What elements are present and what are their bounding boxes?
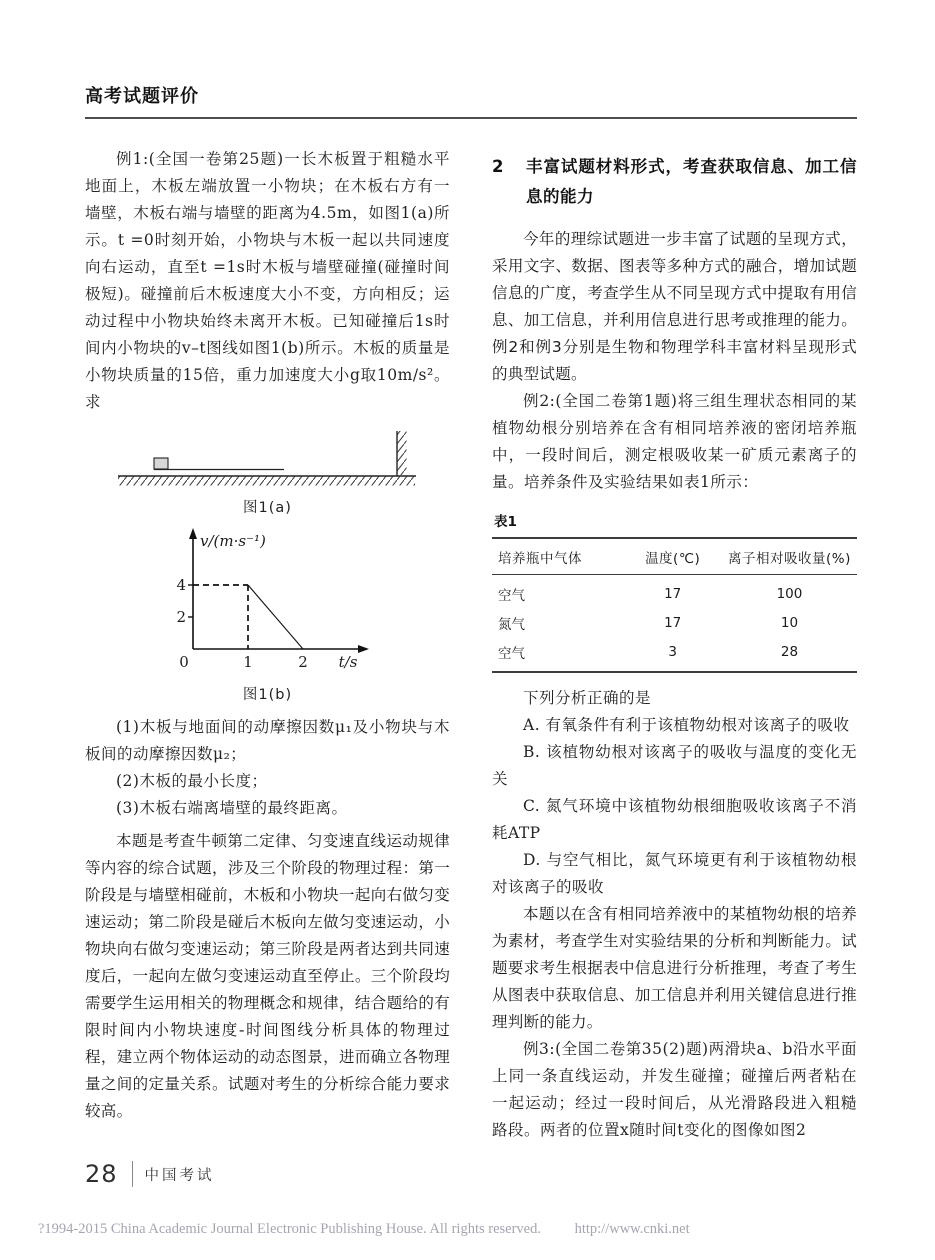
cell-absorption: 28 — [780, 644, 799, 660]
cell-temperature: 17 — [664, 586, 682, 602]
y-tick-label-4: 4 — [175, 576, 186, 594]
page-header-title: 高考试题评价 — [85, 86, 199, 107]
x-tick-label-0: 0 — [178, 653, 189, 671]
cell-gas: 空气 — [498, 646, 525, 662]
wall-hatching — [398, 431, 407, 475]
journal-name: 中国考试 — [144, 1167, 215, 1184]
figure-1a-caption: 图1(a) — [243, 500, 292, 516]
right-column — [492, 146, 857, 1144]
option-b: B. 该植物幼根对该离子的吸收与温度的变化无关 — [492, 743, 857, 788]
x-tick-label-1: 1 — [242, 653, 253, 671]
table-1 — [492, 510, 857, 673]
table-header-row — [492, 538, 857, 575]
example2-commentary: 本题以在含有相同培养液中的某植物幼根的培养为素材，考查学生对实验结果的分析和判断能力。试题要求考生根据表中信息进行分析推理，考查了考生从图表中获取信息、加工信息并利用关键信息进行推理判断的能力。 — [492, 905, 857, 1031]
example1-commentary: 本题是考查牛顿第二定律、匀变速直线运动规律等内容的综合试题，涉及三个阶段的物理过程：第一阶段是与墙壁相碰前，木板和小物块一起向右做匀变速运动；第二阶段是碰后木板向左做匀变速运动，小物块向右做匀变速运动；第三阶段是两者达到共同速度后，一起向左做匀变速运动直至停止。三个阶段均需要学生运用相关的物理概念和规律，结合题给的有限时间内小物块速度-时间图线分析具体的物理过程，建立两个物体运动的动态图景，进而确立各物理量之间的定量关系。试题对考生的分析综合能力要求较高。 — [85, 832, 450, 1120]
col-header-absorption: 离子相对吸收量(%) — [722, 538, 857, 575]
footer-divider — [132, 1161, 133, 1187]
v-t-data-line — [248, 585, 303, 649]
cell-gas: 空气 — [498, 588, 525, 604]
experiment-results-table — [492, 537, 857, 673]
cell-temperature: 3 — [668, 644, 677, 660]
left-column — [85, 146, 450, 1125]
y-axis-arrow — [189, 528, 197, 539]
figure-1b — [85, 523, 450, 704]
question-stem: 下列分析正确的是 — [523, 689, 652, 707]
x-axis-arrow — [358, 645, 369, 653]
cell-absorption: 100 — [776, 586, 803, 602]
table-row — [492, 638, 857, 673]
table-1-title: 表1 — [494, 514, 517, 530]
question-1: (1)木板与地面间的动摩擦因数μ₁及小物块与木板间的动摩擦因数μ₂； — [85, 718, 450, 763]
page-number: 28 — [85, 1160, 118, 1188]
copyright-url: http://www.cnki.net — [574, 1221, 690, 1237]
copyright-line — [38, 1221, 918, 1238]
example1-paragraph: 例1:(全国一卷第25题)一长木板置于粗糙水平地面上，木板左端放置一小物块；在木板右方有一墙壁，木板右端与墙壁的距离为4.5m，如图1(a)所示。t =0时刻开始，小物块与木板一起以共同速度向右运动，直至t =1s时木板与墙壁碰撞(碰撞时间极短)。碰撞前后木板速度大小不变，方向相反；运动过程中小物块始终未离开木板。已知碰撞后1s时间内小物块的v–t图线如图1(b)所示。木板的质量是小物块质量的15倍，重力加速度大小g取10m/s²。求 — [85, 150, 450, 411]
content-columns — [85, 146, 857, 1144]
y-axis-label: v/(m·s⁻¹) — [199, 532, 266, 550]
section-number: 2 — [492, 157, 504, 176]
figure-1b-caption: 图1(b) — [242, 687, 293, 703]
question-2: (2)木板的最小长度； — [116, 772, 268, 790]
x-tick-label-2: 2 — [297, 653, 308, 671]
section-2-heading — [492, 152, 857, 212]
y-tick-label-2: 2 — [175, 608, 186, 626]
cell-gas: 氮气 — [498, 617, 525, 633]
cell-temperature: 17 — [664, 615, 682, 631]
cell-absorption: 10 — [780, 615, 799, 631]
table-row — [492, 609, 857, 638]
figure-1a — [85, 426, 450, 517]
example2-paragraph: 例2:(全国二卷第1题)将三组生理状态相同的某植物幼根分别培养在含有相同培养液的密闭培养瓶中，一段时间后，测定根吸收某一矿质元素离子的量。培养条件及实验结果如表1所示： — [492, 392, 857, 491]
question-3: (3)木板右端离墙壁的最终距离。 — [116, 799, 348, 817]
physics-setup-diagram — [110, 426, 425, 488]
option-c: C. 氮气环境中该植物幼根细胞吸收该离子不消耗ATP — [492, 797, 857, 842]
example3-paragraph: 例3:(全国二卷第35(2)题)两滑块a、b沿水平面上同一条直线运动，并发生碰撞；碰撞后两者粘在一起运动；经过一段时间后，从光滑路段进入粗糙路段。两者的位置x随时间t变化的图像如图2 — [492, 1040, 857, 1139]
section-title: 丰富试题材料形式，考查获取信息、加工信息的能力 — [526, 157, 857, 206]
x-axis-label: t/s — [338, 653, 357, 671]
option-a: A. 有氧条件有利于该植物幼根对该离子的吸收 — [523, 716, 850, 734]
table-row — [492, 575, 857, 609]
option-d: D. 与空气相比，氮气环境更有利于该植物幼根对该离子的吸收 — [492, 851, 857, 896]
small-block — [154, 458, 168, 469]
v-t-graph — [148, 523, 388, 675]
page-header — [85, 82, 857, 119]
copyright-text: ?1994-2015 China Academic Journal Electronic Publishing House. All rights reserved. — [38, 1221, 541, 1237]
col-header-temperature: 温度(℃) — [623, 538, 722, 575]
col-header-gas: 培养瓶中气体 — [492, 538, 623, 575]
section-2-intro: 今年的理综试题进一步丰富了试题的呈现方式，采用文字、数据、图表等多种方式的融合，增加试题信息的广度，考查学生从不同呈现方式中提取有用信息、加工信息，并利用信息进行思考或推理的能力。例2和例3分别是生物和物理学科丰富材料呈现形式的典型试题。 — [492, 230, 857, 383]
page-footer — [85, 1160, 215, 1188]
ground-hatching — [118, 477, 415, 486]
